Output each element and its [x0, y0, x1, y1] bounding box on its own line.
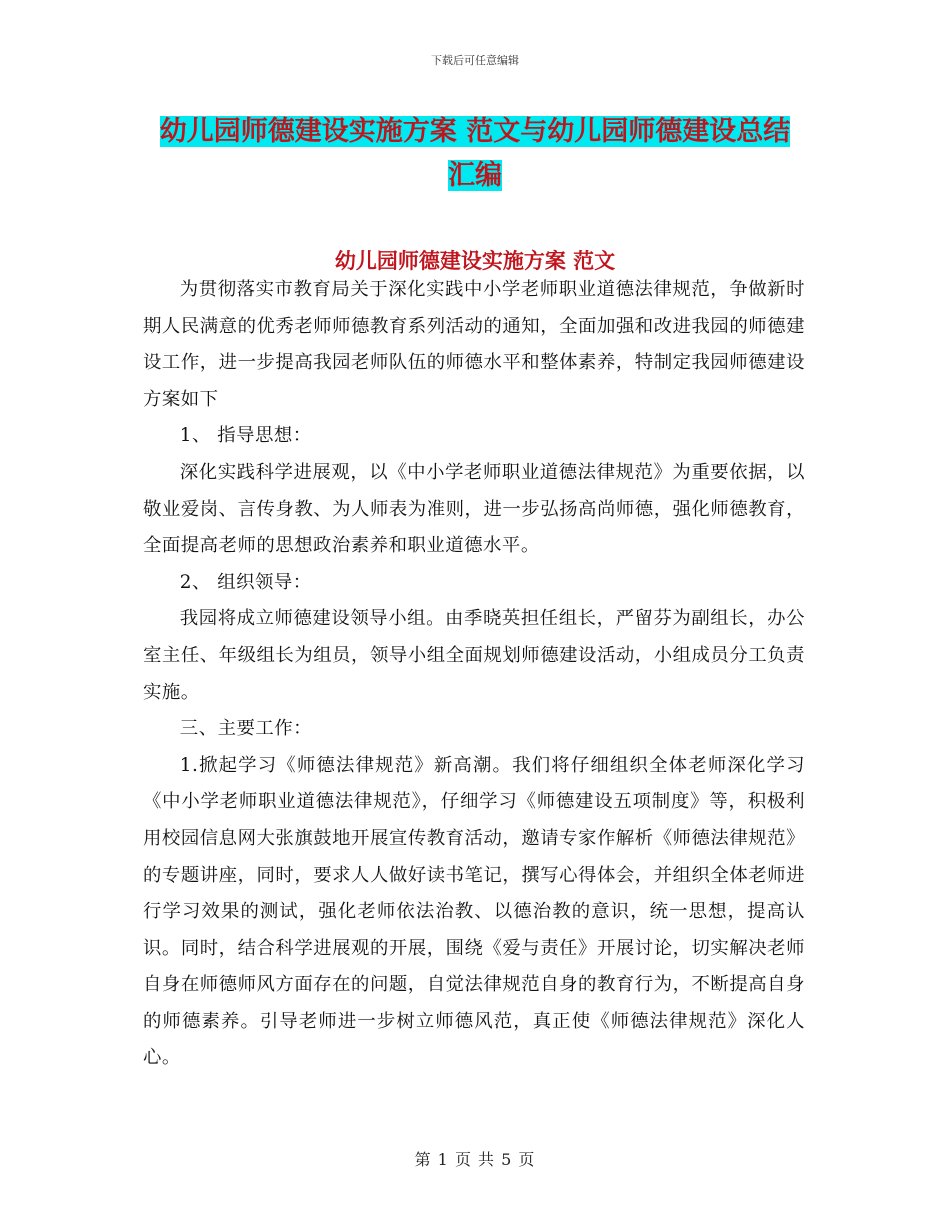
section-title: 幼儿园师德建设实施方案 范文 [334, 248, 616, 273]
section-heading-guiding-thought: 1、 指导思想： [179, 425, 312, 447]
intro-paragraph: 为贯彻落实市教育局关于深化实践中小学老师职业道德法律规范，争做新时期人民满意的优秀老师师德教育系列活动的通知，全面加强和改进我园的师德建设工作，进一步提高我园老师队伍的师德水平和整体素养，特制定我园师德建设方案如下 [143, 279, 805, 410]
page-number: 第 1 页 共 5 页 [414, 1150, 536, 1169]
document-body [143, 272, 805, 1077]
document-title-line-2: 汇编 [448, 160, 502, 191]
main-work-paragraph: 1.掀起学习《师德法律规范》新高潮。我们将仔细组织全体老师深化学习《中小学老师职业道德法律规范》，仔细学习《师德建设五项制度》等，积极利用校园信息网大张旗鼓地开展宣传教育活动，邀请专家作解析《师德法律规范》的专题讲座，同时，要求人人做好读书笔记，撰写心得体会，并组织全体老师进行学习效果的测试，强化老师依法治教、以德治教的意识，统一思想，提高认识。同时，结合科学进展观的开展，围绕《爱与责任》开展讨论，切实解决老师自身在师德师风方面存在的问题，自觉法律规范自身的教育行为，不断提高自身的师德素养。引导老师进一步树立师德风范，真正使《师德法律规范》深化人心。 [143, 754, 805, 1069]
document-title-line-1: 幼儿园师德建设实施方案 范文与幼儿园师德建设总结 [159, 116, 791, 147]
section-heading-main-work: 三、主要工作： [179, 718, 313, 740]
organization-paragraph: 我园将成立师德建设领导小组。由季晓英担任组长，严留芬为副组长，办公室主任、年级组长为组员，领导小组全面规划师德建设活动，小组成员分工负责实施。 [143, 608, 805, 703]
header-note: 下载后可任意编辑 [431, 54, 519, 67]
guiding-thought-paragraph: 深化实践科学进展观，以《中小学老师职业道德法律规范》为重要依据，以敬业爱岗、言传身教、为人师表为准则，进一步弘扬高尚师德，强化师德教育，全面提高老师的思想政治素养和职业道德水平。 [143, 461, 805, 557]
section-heading-organization: 2、 组织领导： [179, 571, 312, 593]
document-title [0, 110, 950, 198]
